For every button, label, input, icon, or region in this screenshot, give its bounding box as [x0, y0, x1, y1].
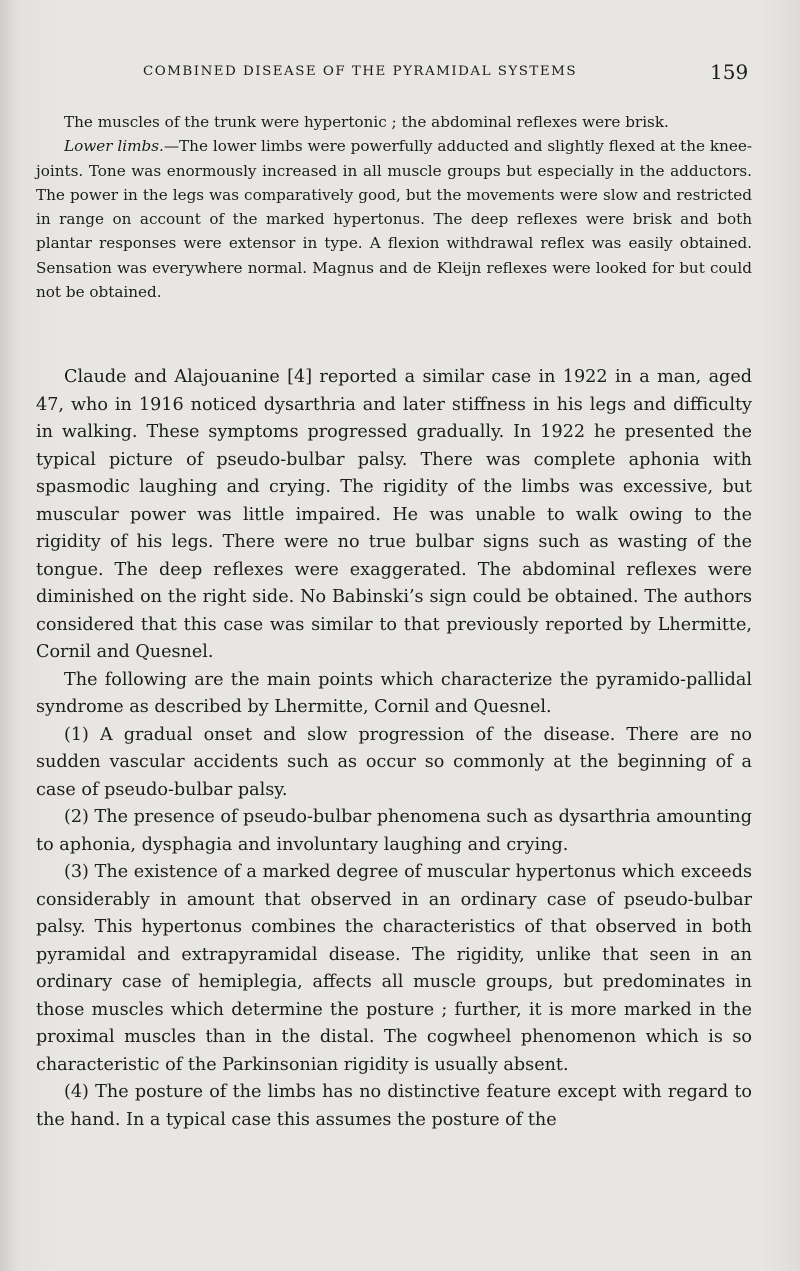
main-text [36, 364, 752, 1134]
running-title: COMBINED DISEASE OF THE PYRAMIDAL SYSTEMS [143, 64, 577, 79]
lower-limbs-heading: Lower limbs. [64, 137, 164, 156]
lower-limbs-text: —The lower limbs were powerfully adducted and slightly flexed at the knee-joints. Tone was enormously increased in all muscle groups but especially in the adductors. The power in the legs was comparatively good, but the movements were slow and restricted in range on account of the marked hypertonus. The deep reflexes were brisk and both plantar responses were extensor in type. A flexion withdrawal reflex was easily obtained. Sensation was everywhere normal. Magnus and de Kleijn reflexes were looked for but could not be obtained. [36, 137, 752, 302]
point-1: (1) A gradual onset and slow progression of the disease. There are no sudden vascular accidents such as occur so commonly at the beginning of a case of pseudo-bulbar palsy. [36, 724, 752, 800]
main-points-intro: The following are the main points which characterize the pyramido-pallidal syndrome as described by Lhermitte, Cornil and Quesnel. [36, 669, 752, 717]
claude-alajouanine-paragraph: Claude and Alajouanine [4] reported a similar case in 1922 in a man, aged 47, who in 1916 noticed dysarthria and later stiffness in his legs and difficulty in walking. These symptoms progressed gradually. In 1922 he presented the typical picture of pseudo-bulbar palsy. There was complete aphonia with spasmodic laughing and crying. The rigidity of the limbs was excessive, but muscular power was little impaired. He was unable to walk owing to the rigidity of his legs. There were no true bulbar signs such as wasting of the tongue. The deep reflexes were exaggerated. The abdominal reflexes were diminished on the right side. No Babinski’s sign could be obtained. The authors considered that this case was similar to that previously reported by Lhermitte, Cornil and Quesnel. [36, 367, 752, 662]
page-header [0, 60, 800, 86]
trunk-paragraph: The muscles of the trunk were hypertonic ; the abdominal reflexes were brisk. [64, 113, 669, 131]
point-2: (2) The presence of pseudo-bulbar phenomena such as dysarthria amounting to aphonia, dysphagia and involuntary laughing and crying. [36, 807, 752, 855]
point-4: (4) The posture of the limbs has no distinctive feature except with regard to the hand. In a typical case this assumes the posture of the [36, 1082, 752, 1130]
page-number: 159 [710, 60, 749, 84]
lower-limbs-paragraph [36, 134, 752, 304]
point-3: (3) The existence of a marked degree of muscular hypertonus which exceeds considerably in amount that observed in an ordinary case of pseudo-bulbar palsy. This hypertonus combines the characteristics of that observed in both pyramidal and extrapyramidal disease. The rigidity, unlike that seen in an ordinary case of hemiplegia, affects all muscle groups, but predominates in those muscles which determine the posture ; further, it is more marked in the proximal muscles than in the distal. The cogwheel phenomenon which is so characteristic of the Parkinsonian rigidity is usually absent. [36, 862, 752, 1075]
case-notes [36, 110, 752, 304]
